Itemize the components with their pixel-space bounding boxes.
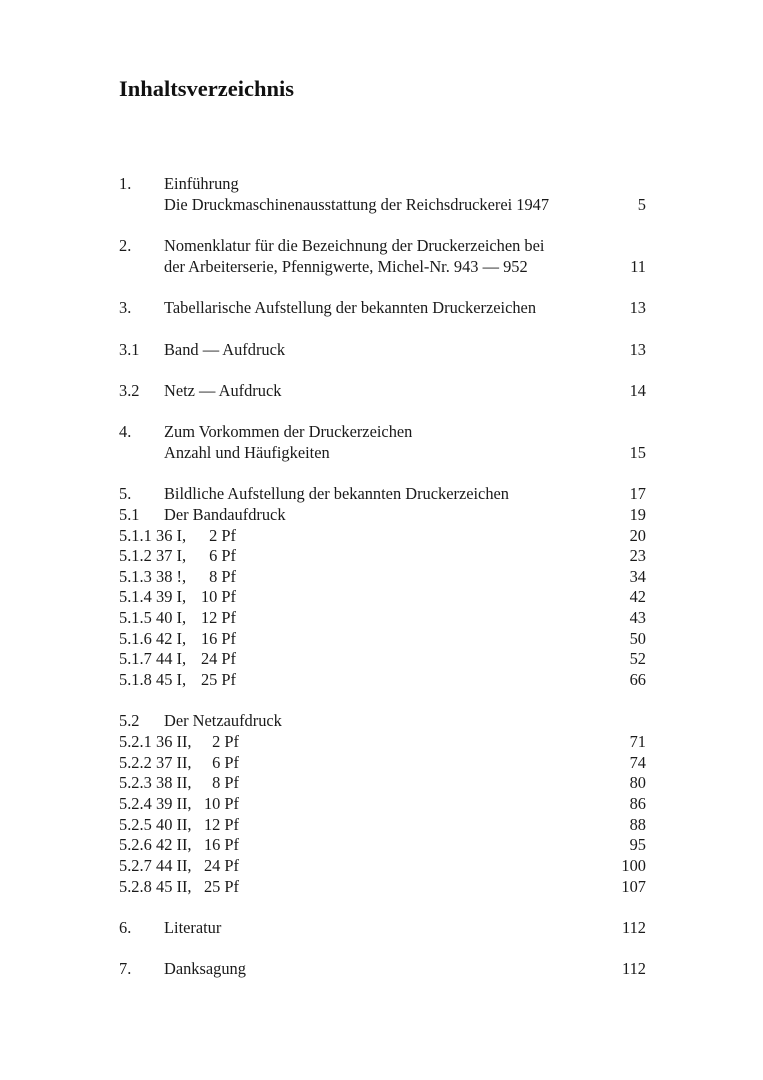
entry-page: 42 bbox=[629, 587, 646, 607]
entry-number: 5.2.2 bbox=[119, 752, 152, 772]
entry-title bbox=[156, 793, 239, 814]
stamp-number: 45 I, bbox=[156, 670, 187, 690]
entry-number: 5.2.6 bbox=[119, 835, 152, 855]
entry-page: 112 bbox=[622, 918, 646, 937]
entry-title bbox=[156, 834, 239, 855]
entry-number: 2. bbox=[119, 236, 132, 255]
entry-number: 3.1 bbox=[119, 340, 140, 359]
toc-subentry bbox=[119, 586, 646, 607]
toc-entry-3-1 bbox=[119, 339, 646, 360]
entry-title-cont: der Arbeiterserie, Pfennigwerte, Michel-Nr. 943 — 952 bbox=[164, 257, 528, 276]
toc-subentry bbox=[119, 669, 646, 690]
stamp-value: 8 Pf bbox=[212, 773, 239, 793]
toc-entry-3 bbox=[119, 297, 646, 318]
entry-page: 107 bbox=[621, 876, 646, 896]
entry-title: Einführung bbox=[164, 174, 239, 193]
entry-number: 6. bbox=[119, 918, 132, 937]
stamp-number: 42 II, bbox=[156, 835, 192, 855]
entry-number: 5.1.2 bbox=[119, 546, 152, 566]
toc-subentry bbox=[119, 876, 646, 897]
entry-number: 5.2.7 bbox=[119, 855, 152, 875]
toc-entry-6 bbox=[119, 917, 646, 938]
stamp-value: 24 Pf bbox=[200, 649, 236, 669]
toc-subentry bbox=[119, 607, 646, 628]
entry-number: 1. bbox=[119, 174, 132, 193]
page-title: Inhaltsverzeichnis bbox=[119, 76, 295, 101]
entry-title bbox=[156, 669, 236, 690]
toc-subentry bbox=[119, 814, 646, 835]
entry-page: 86 bbox=[629, 793, 646, 813]
entry-number: 5.1.7 bbox=[119, 649, 152, 669]
entry-page: 11 bbox=[630, 257, 646, 276]
entry-page: 23 bbox=[629, 546, 646, 566]
stamp-number: 39 II, bbox=[156, 793, 192, 813]
entry-title: Nomenklatur für die Bezeichnung der Druckerzeichen bei bbox=[164, 236, 545, 255]
entry-page: 74 bbox=[629, 752, 646, 772]
entry-title bbox=[156, 855, 239, 876]
entry-number: 5.2.5 bbox=[119, 814, 152, 834]
toc-entry-5-1 bbox=[119, 504, 646, 525]
stamp-number: 38 II, bbox=[156, 773, 192, 793]
entry-title bbox=[156, 876, 239, 897]
entry-title: Danksagung bbox=[164, 959, 246, 978]
stamp-value: 6 Pf bbox=[212, 752, 239, 772]
stamp-value: 12 Pf bbox=[203, 814, 239, 834]
entry-page: 112 bbox=[622, 959, 646, 978]
entry-title: Band — Aufdruck bbox=[164, 340, 286, 359]
toc-subentry bbox=[119, 628, 646, 649]
stamp-value: 10 Pf bbox=[200, 587, 236, 607]
entry-title bbox=[156, 545, 236, 566]
toc-subentry bbox=[119, 772, 646, 793]
entry-number: 7. bbox=[119, 959, 132, 978]
entry-number: 5.1.8 bbox=[119, 670, 152, 690]
entry-number: 5.2.3 bbox=[119, 773, 152, 793]
entry-page: 43 bbox=[629, 608, 646, 628]
entry-title bbox=[156, 566, 236, 587]
entry-title bbox=[156, 731, 239, 752]
toc-subentry bbox=[119, 834, 646, 855]
stamp-value: 2 Pf bbox=[212, 732, 239, 751]
stamp-value: 2 Pf bbox=[209, 525, 236, 545]
entry-page: 52 bbox=[629, 649, 646, 669]
stamp-number: 42 I, bbox=[156, 628, 187, 648]
entry-number: 5.1.1 bbox=[119, 525, 152, 545]
entry-title bbox=[156, 607, 236, 628]
entry-page: 50 bbox=[629, 628, 646, 648]
stamp-value: 24 Pf bbox=[203, 855, 239, 875]
entry-number: 5. bbox=[119, 484, 132, 503]
entry-title bbox=[156, 752, 239, 773]
toc-entry-4-cont bbox=[119, 442, 646, 463]
entry-number: 5.2.1 bbox=[119, 732, 152, 751]
toc-entry-3-2 bbox=[119, 380, 646, 401]
entry-number: 5.2.4 bbox=[119, 793, 152, 813]
toc-subentry bbox=[119, 648, 646, 669]
stamp-value: 16 Pf bbox=[200, 628, 236, 648]
entry-title: Zum Vorkommen der Druckerzeichen bbox=[164, 422, 413, 441]
entry-page: 5 bbox=[637, 195, 646, 214]
entry-title bbox=[156, 628, 236, 649]
toc-entry-2-cont bbox=[119, 256, 646, 277]
entry-number: 5.2.8 bbox=[119, 876, 152, 896]
entry-page: 13 bbox=[629, 298, 646, 317]
entry-number: 5.1.5 bbox=[119, 608, 152, 628]
entry-title: Literatur bbox=[164, 918, 222, 937]
stamp-number: 40 I, bbox=[156, 608, 187, 628]
toc-entry-5-2 bbox=[119, 710, 646, 731]
stamp-value: 16 Pf bbox=[203, 835, 239, 855]
entry-number: 3.2 bbox=[119, 381, 140, 400]
toc-entry-2 bbox=[119, 235, 646, 256]
stamp-number: 45 II, bbox=[156, 876, 192, 896]
entry-page: 19 bbox=[629, 505, 646, 524]
entry-number: 5.1 bbox=[119, 505, 140, 524]
entry-page: 34 bbox=[629, 566, 646, 586]
entry-title: Der Bandaufdruck bbox=[164, 505, 286, 524]
toc-entry-4 bbox=[119, 421, 646, 442]
stamp-number: 39 I, bbox=[156, 587, 187, 607]
entry-page: 20 bbox=[629, 525, 646, 545]
entry-title bbox=[156, 586, 236, 607]
entry-number: 5.1.6 bbox=[119, 628, 152, 648]
entry-title bbox=[156, 525, 236, 546]
entry-page: 95 bbox=[629, 835, 646, 855]
stamp-number: 37 II, bbox=[156, 752, 192, 772]
toc-entry-1-cont bbox=[119, 194, 646, 215]
entry-number: 5.1.3 bbox=[119, 566, 152, 586]
stamp-value: 6 Pf bbox=[209, 546, 236, 566]
entry-page: 66 bbox=[629, 670, 646, 690]
toc-entry-7 bbox=[119, 958, 646, 979]
toc-subentry bbox=[119, 752, 646, 773]
entry-number: 4. bbox=[119, 422, 132, 441]
toc-subentry bbox=[119, 525, 646, 546]
toc-entry-1 bbox=[119, 173, 646, 194]
entry-page: 80 bbox=[629, 773, 646, 793]
entry-number: 5.2 bbox=[119, 711, 140, 730]
entry-title-cont: Die Druckmaschinenausstattung der Reichsdruckerei 1947 bbox=[164, 195, 550, 214]
toc-subentry bbox=[119, 855, 646, 876]
entry-title: Netz — Aufdruck bbox=[164, 381, 282, 400]
stamp-value: 25 Pf bbox=[200, 670, 236, 690]
entry-title: Bildliche Aufstellung der bekannten Druckerzeichen bbox=[164, 484, 509, 503]
stamp-number: 36 II, bbox=[156, 732, 192, 751]
entry-title-cont: Anzahl und Häufigkeiten bbox=[164, 443, 330, 462]
entry-page: 100 bbox=[621, 855, 646, 875]
entry-page: 17 bbox=[629, 484, 646, 503]
entry-title bbox=[156, 814, 239, 835]
entry-title: Tabellarische Aufstellung der bekannten Druckerzeichen bbox=[164, 298, 537, 317]
entry-page: 13 bbox=[629, 340, 646, 359]
entry-title bbox=[156, 648, 236, 669]
stamp-number: 38 !, bbox=[156, 566, 187, 586]
toc-subentry bbox=[119, 545, 646, 566]
stamp-value: 25 Pf bbox=[203, 876, 239, 896]
entry-page: 14 bbox=[629, 381, 646, 400]
stamp-number: 44 II, bbox=[156, 855, 192, 875]
stamp-number: 37 I, bbox=[156, 546, 187, 566]
entry-page: 71 bbox=[629, 732, 646, 751]
stamp-value: 12 Pf bbox=[200, 608, 236, 628]
stamp-number: 36 I, bbox=[156, 525, 187, 545]
stamp-value: 10 Pf bbox=[203, 793, 239, 813]
entry-page: 15 bbox=[629, 443, 646, 462]
entry-page: 88 bbox=[629, 814, 646, 834]
stamp-value: 8 Pf bbox=[209, 566, 236, 586]
stamp-number: 44 I, bbox=[156, 649, 187, 669]
entry-number: 5.1.4 bbox=[119, 587, 152, 607]
toc-subentry bbox=[119, 731, 646, 752]
entry-title: Der Netzaufdruck bbox=[164, 711, 282, 730]
toc-entry-5 bbox=[119, 483, 646, 504]
entry-title bbox=[156, 772, 239, 793]
stamp-number: 40 II, bbox=[156, 814, 192, 834]
entry-number: 3. bbox=[119, 298, 132, 317]
toc-subentry bbox=[119, 793, 646, 814]
toc-subentry bbox=[119, 566, 646, 587]
